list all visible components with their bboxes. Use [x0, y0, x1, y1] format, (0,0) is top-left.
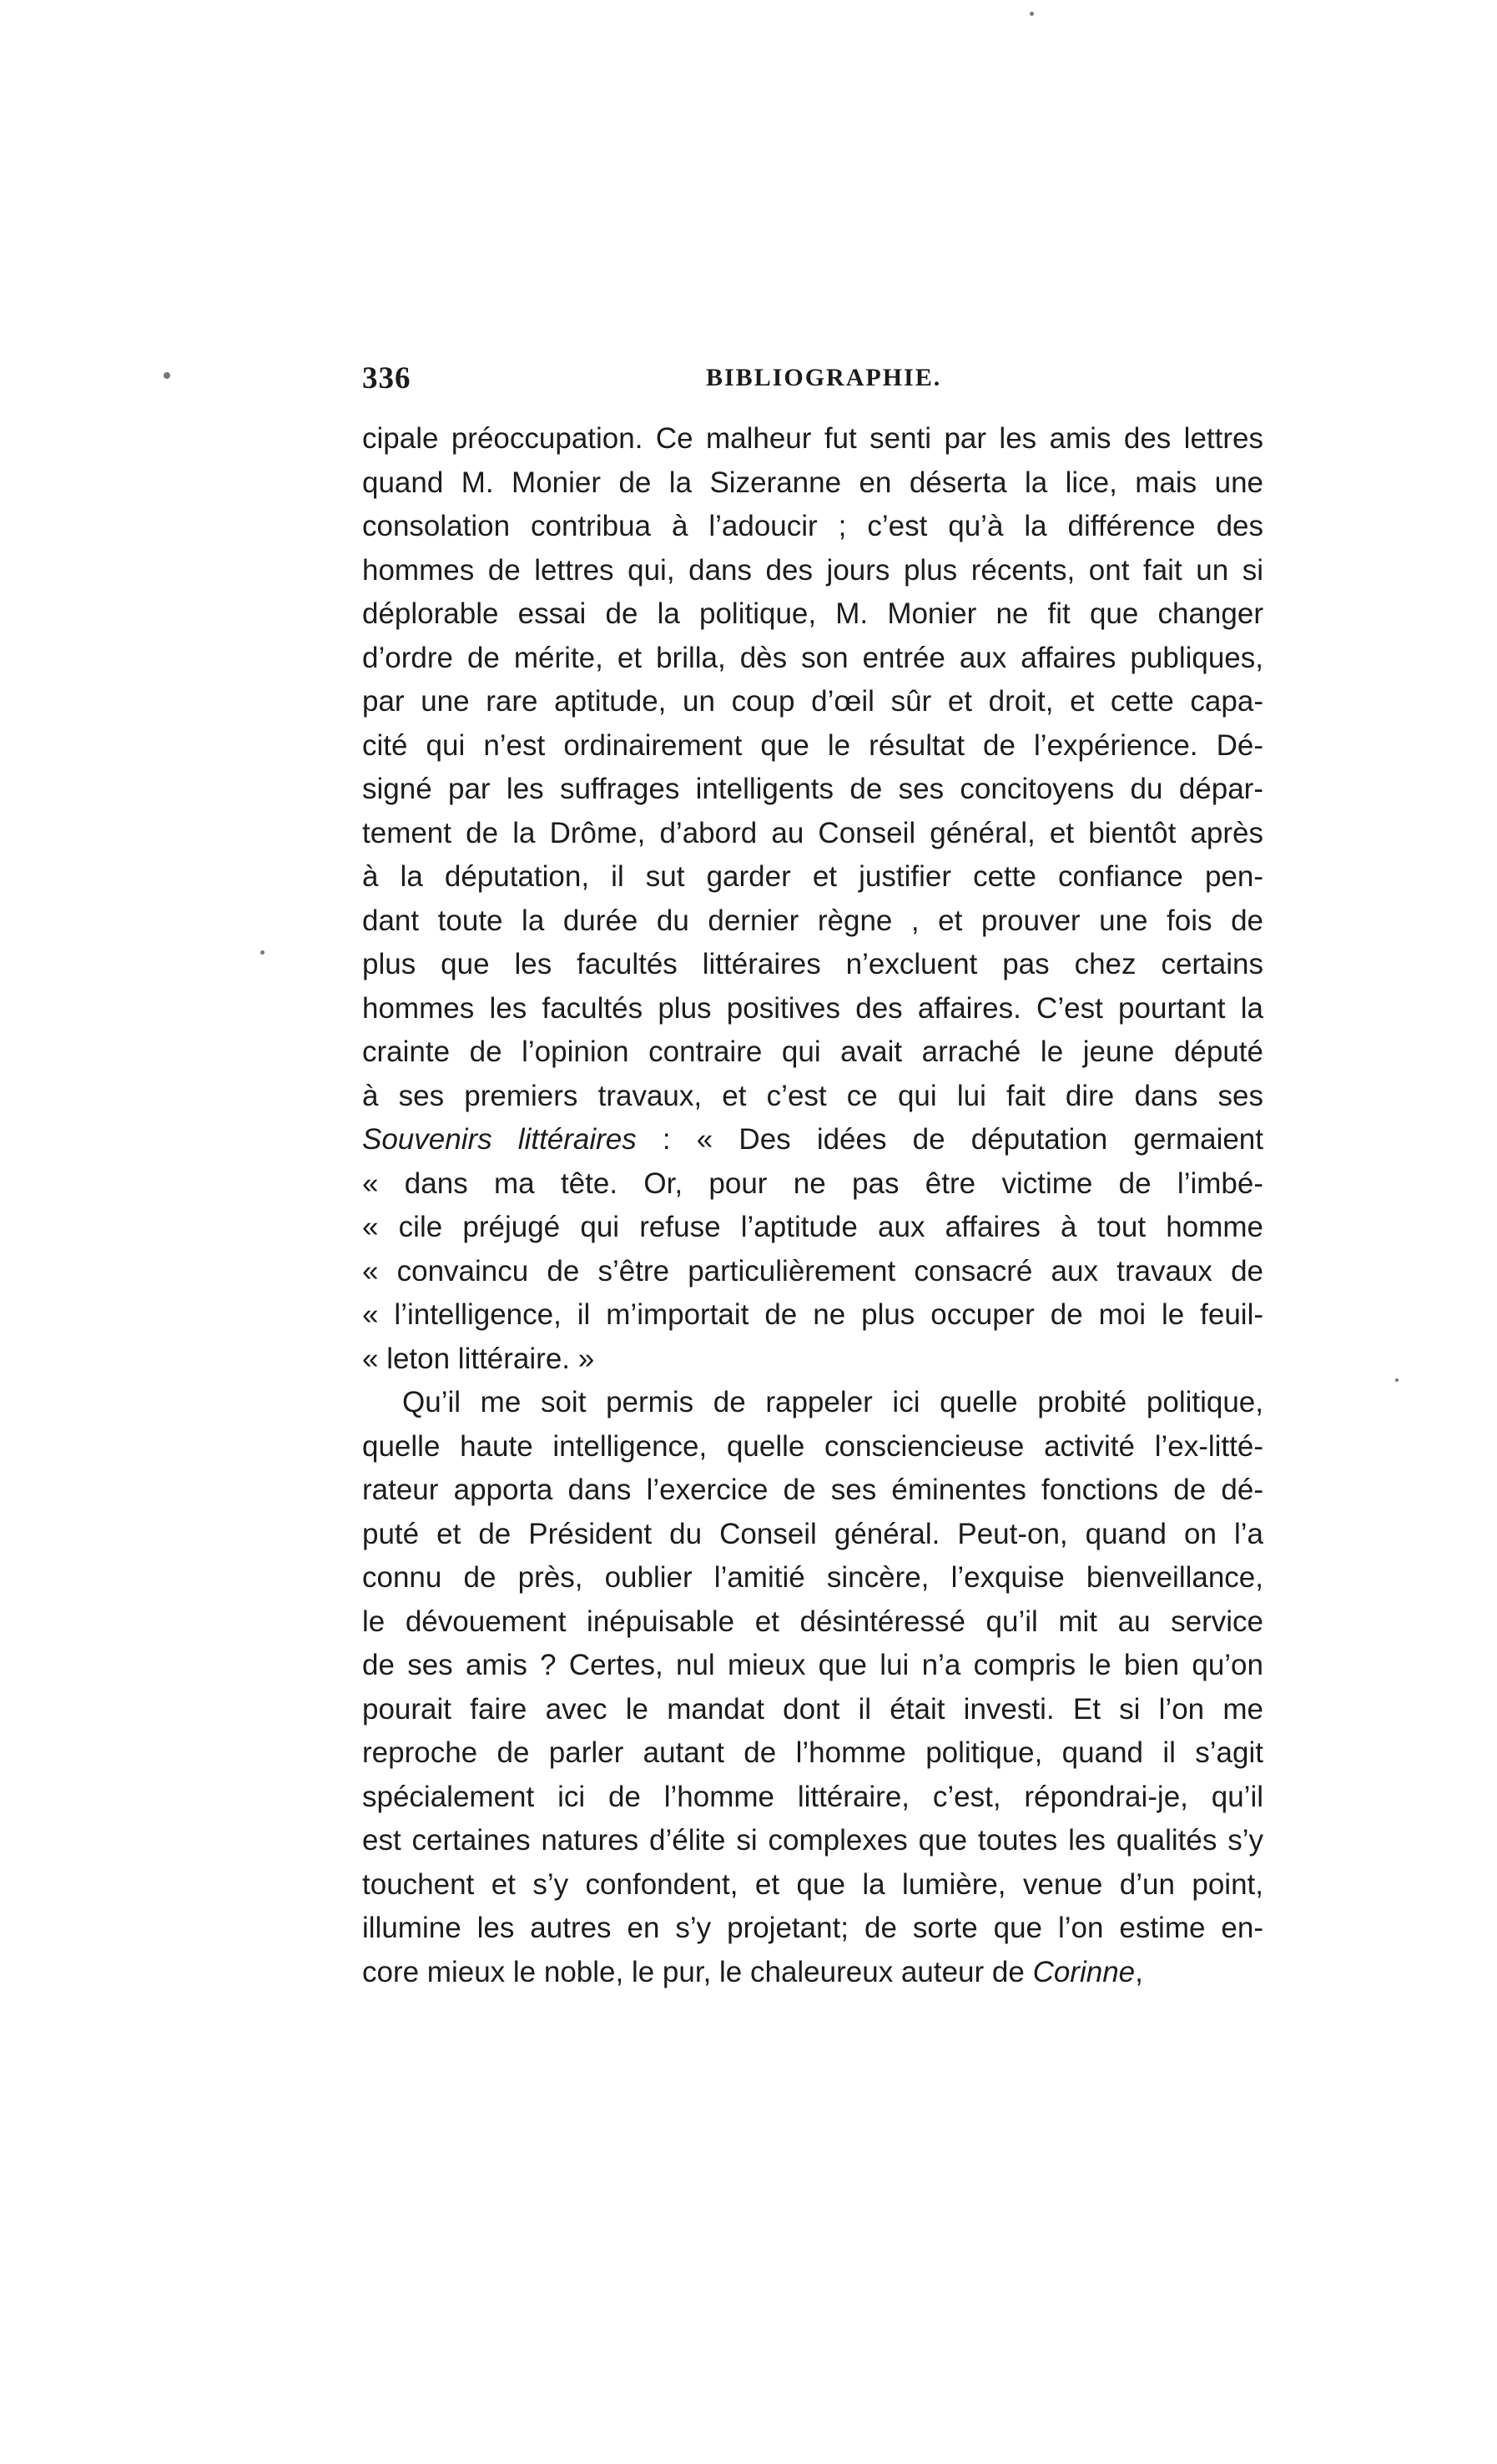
text-line [362, 505, 1263, 549]
italic-title: Souvenirs littéraires [362, 1123, 637, 1156]
line-text: spécialement ici de l’homme littéraire, c’est, répondrai-je, qu’il [362, 1780, 1263, 1813]
line-text: pourait faire avec le mandat dont il était investi. Et si l’on me [362, 1692, 1263, 1726]
text-line [362, 1819, 1263, 1863]
line-text: de ses amis ? Certes, nul mieux que lui n’a compris le bien qu’on [362, 1649, 1263, 1681]
line-text: déplorable essai de la politique, M. Monier ne fit que changer [362, 597, 1263, 630]
line-text: à ses premiers travaux, et c’est ce qui lui fait dire dans ses [362, 1079, 1263, 1112]
page-header [362, 360, 1275, 411]
text-line [362, 549, 1263, 593]
text-line [362, 1907, 1263, 1951]
scan-speck [260, 950, 265, 955]
line-text: hommes de lettres qui, dans des jours plus récents, ont fait un si [362, 553, 1263, 587]
text-line [362, 855, 1263, 899]
line-text: cipale préoccupation. Ce malheur fut senti par les amis des lettres [362, 422, 1263, 455]
line-text: crainte de l’opinion contraire qui avait arraché le jeune député [362, 1035, 1263, 1068]
line-text: dant toute la durée du dernier règne , et prouver une fois de [362, 904, 1263, 937]
text-line [362, 592, 1263, 637]
text-line [362, 1075, 1263, 1119]
scan-speck [1030, 12, 1034, 16]
text-line [362, 724, 1263, 768]
text-line [362, 1513, 1263, 1557]
text-line [362, 1688, 1263, 1732]
text-line [362, 1118, 1263, 1162]
text-line [362, 1206, 1263, 1250]
line-text: « l’intelligence, il m’importait de ne plus occuper de moi le feuil- [362, 1298, 1263, 1331]
line-text: est certaines natures d’élite si complexes que toutes les qualités s’y [362, 1824, 1263, 1857]
text-line [362, 417, 1263, 461]
text-line [362, 768, 1263, 812]
text-line [362, 1776, 1263, 1820]
line-text: quand M. Monier de la Sizeranne en déserta la lice, mais une [362, 466, 1263, 499]
scan-speck [1395, 1378, 1399, 1382]
text-line [362, 637, 1263, 681]
line-text: par une rare aptitude, un coup d’œil sûr et droit, et cette capa- [362, 685, 1263, 718]
line-text: consolation contribua à l’adoucir ; c’est qu’à la différence des [362, 510, 1263, 542]
line-text: à la députation, il sut garder et justifier cette confiance pen- [362, 860, 1263, 893]
line-text: « leton littéraire. » [362, 1342, 595, 1375]
line-text: puté et de Président du Conseil général. Peut-on, quand on l’a [362, 1517, 1263, 1550]
text-line [362, 461, 1263, 506]
text-line [362, 1600, 1263, 1645]
line-text: quelle haute intelligence, quelle consciencieuse activité l’ex-litté- [362, 1429, 1263, 1463]
text-line [362, 1556, 1263, 1600]
text-line [362, 1381, 1263, 1425]
running-title: BIBLIOGRAPHIE. [706, 364, 942, 391]
text-line [362, 1731, 1263, 1776]
line-text: illumine les autres en s’y projetant; de sorte que l’on estime en- [362, 1912, 1263, 1944]
text-line [362, 899, 1263, 944]
line-text: hommes les facultés plus positives des affaires. C’est pourtant la [362, 991, 1263, 1025]
text-line [362, 1863, 1263, 1907]
text-line [362, 680, 1263, 724]
line-text: « convaincu de s’être particulièrement consacré aux travaux de [362, 1254, 1263, 1287]
line-text: rateur apporta dans l’exercice de ses éminentes fonctions de dé- [362, 1474, 1263, 1506]
text-line [362, 1425, 1263, 1469]
body-text [362, 417, 1263, 1994]
line-text: plus que les facultés littéraires n’excluent pas chez certains [362, 948, 1263, 980]
line-text: tement de la Drôme, d’abord au Conseil général, et bientôt après [362, 816, 1263, 849]
text-line [362, 1338, 1263, 1382]
line-text: le dévouement inépuisable et désintéressé qu’il mit au service [362, 1605, 1263, 1638]
text-line [362, 1162, 1263, 1207]
line-text: : « Des idées de députation germaient [636, 1123, 1263, 1156]
line-text: « dans ma tête. Or, pour ne pas être victime de l’imbé- [362, 1166, 1263, 1200]
line-text: signé par les suffrages intelligents de ses concitoyens du dépar- [362, 773, 1263, 805]
line-text: Qu’il me soit permis de rappeler ici quelle probité politique, [402, 1386, 1263, 1418]
text-line [362, 987, 1263, 1031]
line-text: cité qui n’est ordinairement que le résultat de l’expérience. Dé- [362, 728, 1263, 762]
text-line [362, 812, 1263, 856]
line-text: « cile préjugé qui refuse l’aptitude aux affaires à tout homme [362, 1211, 1263, 1243]
line-text: touchent et s’y confondent, et que la lumière, venue d’un point, [362, 1867, 1263, 1901]
text-line [362, 1469, 1263, 1513]
text-line [362, 1951, 1263, 1995]
line-text: d’ordre de mérite, et brilla, dès son entrée aux affaires publiques, [362, 641, 1263, 674]
line-text: connu de près, oublier l’amitié sincère, l’exquise bienveillance, [362, 1561, 1263, 1594]
page-number: 336 [362, 361, 411, 396]
text-line [362, 1250, 1263, 1294]
italic-title: Corinne [1032, 1955, 1136, 1988]
line-tail: , [1135, 1955, 1143, 1988]
text-line [362, 1644, 1263, 1688]
text-line [362, 1293, 1263, 1338]
scan-speck [164, 372, 170, 379]
text-line [362, 943, 1263, 987]
line-text: core mieux le noble, le pur, le chaleureux auteur de [362, 1955, 1033, 1988]
line-text: reproche de parler autant de l’homme politique, quand il s’agit [362, 1736, 1263, 1769]
text-line [362, 1030, 1263, 1075]
